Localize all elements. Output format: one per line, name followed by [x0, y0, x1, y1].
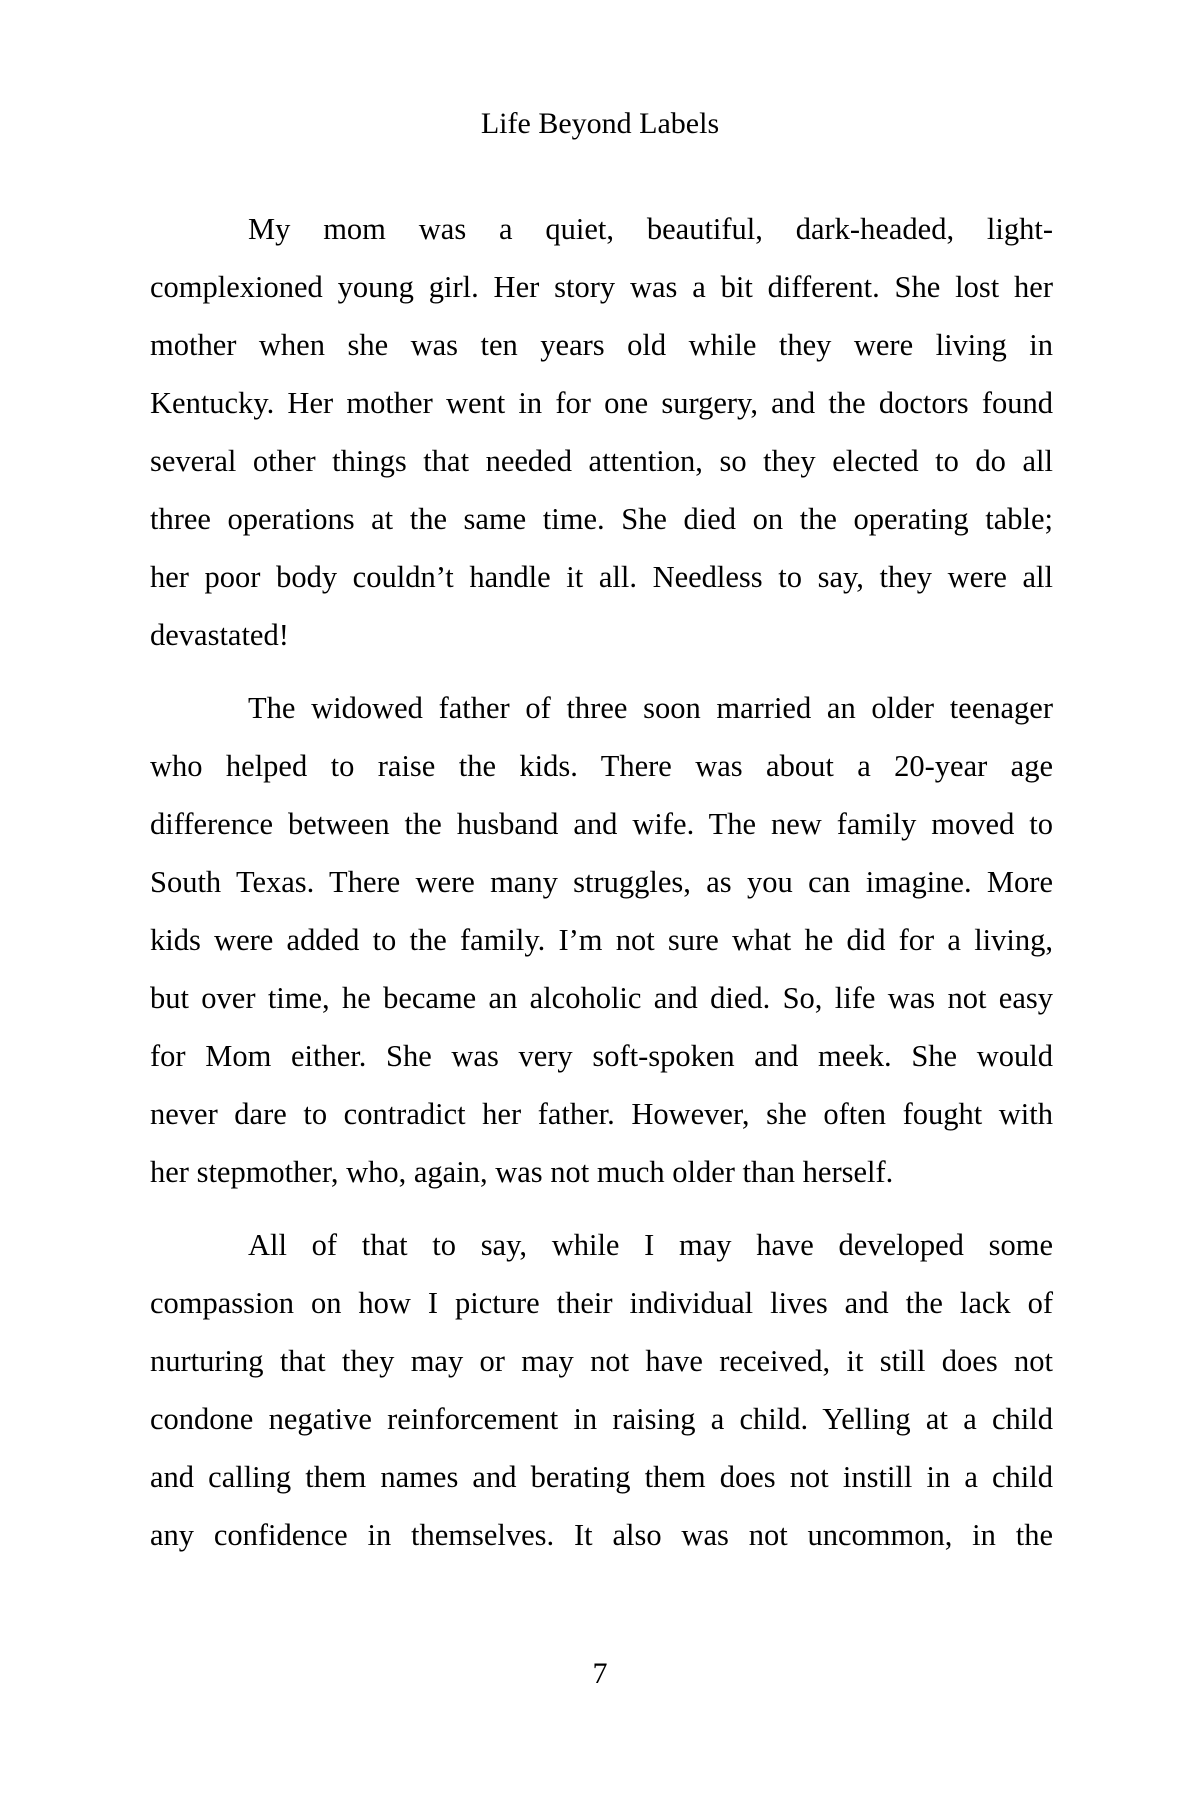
- text-line: kids were added to the family. I’m not sure what he did for a living,: [150, 923, 1053, 957]
- text-line: her poor body couldn’t handle it all. Needless to say, they were all: [150, 560, 1053, 594]
- text-line: never dare to contradict her father. However, she often fought with: [150, 1097, 1053, 1131]
- text-line: difference between the husband and wife. The new family moved to: [150, 807, 1053, 841]
- text-line: but over time, he became an alcoholic and died. So, life was not easy: [150, 981, 1053, 1015]
- text-line: several other things that needed attention, so they elected to do all: [150, 444, 1053, 478]
- running-header-title: Life Beyond Labels: [480, 107, 720, 140]
- paragraph: [150, 200, 1053, 664]
- paragraph: [150, 1216, 1053, 1564]
- text-line: Kentucky. Her mother went in for one surgery, and the doctors found: [150, 386, 1053, 420]
- text-line: My mom was a quiet, beautiful, dark-headed, light-: [248, 212, 1053, 246]
- text-line: South Texas. There were many struggles, as you can imagine. More: [150, 865, 1053, 899]
- text-line: condone negative reinforcement in raising a child. Yelling at a child: [150, 1402, 1053, 1436]
- text-line: her stepmother, who, again, was not much older than herself.: [150, 1155, 894, 1189]
- text-line: All of that to say, while I may have developed some: [248, 1228, 1053, 1262]
- text-line: any confidence in themselves. It also was not uncommon, in the: [150, 1518, 1053, 1552]
- text-line: for Mom either. She was very soft-spoken and meek. She would: [150, 1039, 1053, 1073]
- text-line: compassion on how I picture their individual lives and the lack of: [150, 1286, 1053, 1320]
- text-line: three operations at the same time. She died on the operating table;: [150, 502, 1053, 536]
- text-line: complexioned young girl. Her story was a bit different. She lost her: [150, 270, 1053, 304]
- text-line: mother when she was ten years old while they were living in: [150, 328, 1053, 362]
- text-line: The widowed father of three soon married an older teenager: [248, 691, 1053, 725]
- paragraph: [150, 679, 1053, 1201]
- text-line: devastated!: [150, 618, 289, 652]
- text-line: who helped to raise the kids. There was about a 20-year age: [150, 749, 1053, 783]
- text-line: nurturing that they may or may not have received, it still does not: [150, 1344, 1053, 1378]
- text-line: and calling them names and berating them does not instill in a child: [150, 1460, 1053, 1494]
- page-number: 7: [592, 1657, 608, 1690]
- body-text: [150, 200, 1053, 1579]
